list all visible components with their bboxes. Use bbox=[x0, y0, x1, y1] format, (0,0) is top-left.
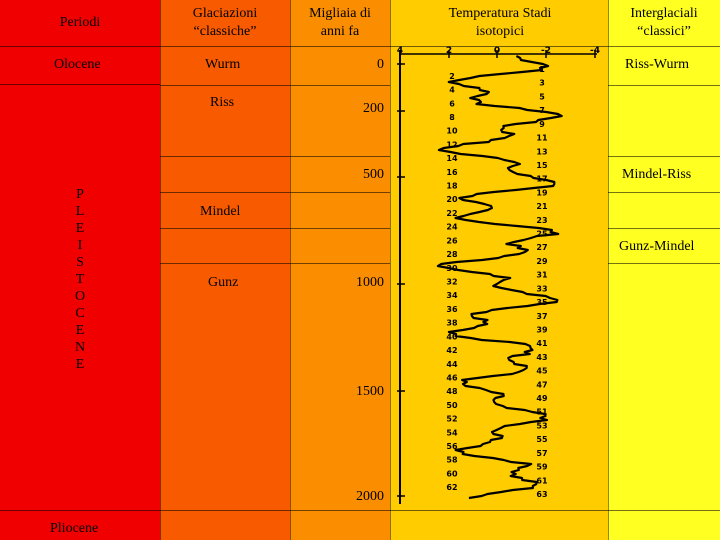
row-divider bbox=[608, 156, 720, 157]
isotope-stage-label: 46 bbox=[446, 373, 458, 383]
isotope-stage-label: 15 bbox=[536, 161, 548, 170]
isotope-stage-label: 19 bbox=[536, 188, 548, 198]
isotope-stage-label: 1 bbox=[539, 65, 545, 74]
glaciation-riss: Riss bbox=[210, 95, 235, 110]
glaciazioni-column bbox=[160, 0, 290, 540]
row-divider bbox=[0, 84, 160, 85]
isotope-stage-label: 35 bbox=[536, 298, 548, 308]
isotope-stage-label: 11 bbox=[536, 133, 548, 143]
isotope-stage-label: 31 bbox=[536, 270, 548, 280]
isotope-stage-label: 49 bbox=[536, 394, 548, 403]
isotope-stage-label: 39 bbox=[536, 325, 548, 335]
isotope-stage-label: 12 bbox=[446, 140, 458, 150]
isotope-stage-label: 23 bbox=[536, 215, 548, 225]
isotope-stage-label: 51 bbox=[536, 407, 548, 417]
isotope-stage-label: 45 bbox=[536, 366, 548, 376]
row-divider bbox=[608, 228, 720, 229]
pleistocene-letter: L bbox=[75, 204, 85, 219]
isotope-stage-label: 5 bbox=[539, 92, 545, 102]
curve-tick-label: -4 bbox=[590, 46, 600, 56]
isotope-stage-label: 57 bbox=[536, 448, 548, 458]
curve-tick-label: 2 bbox=[445, 46, 453, 56]
period-pliocene: Pliocene bbox=[50, 521, 99, 536]
isotope-stage-label: 55 bbox=[536, 435, 548, 445]
isotope-stage-label: 29 bbox=[536, 256, 548, 266]
row-divider bbox=[160, 156, 390, 157]
isotope-stage-label: 47 bbox=[536, 380, 548, 390]
isotope-stage-label: 7 bbox=[539, 106, 545, 116]
interglaciali-column bbox=[608, 0, 720, 540]
isotope-stage-label: 22 bbox=[446, 209, 458, 218]
isotope-stage-label: 27 bbox=[536, 243, 548, 253]
header-periodi: Periodi bbox=[59, 15, 101, 30]
isotope-stage-label: 53 bbox=[536, 421, 548, 431]
isotope-stage-label: 41 bbox=[536, 339, 548, 349]
isotope-stage-label: 6 bbox=[449, 99, 455, 109]
migliaia-column bbox=[290, 0, 390, 540]
isotope-stage-label: 62 bbox=[446, 483, 458, 493]
row-divider bbox=[160, 85, 390, 86]
glaciation-gunz: Gunz bbox=[208, 275, 239, 290]
pleistocene-letter: T bbox=[75, 272, 85, 287]
isotope-stage-label: 48 bbox=[446, 387, 458, 397]
row-divider bbox=[160, 192, 390, 193]
interglacial-riss-wurm: Riss-Wurm bbox=[625, 57, 689, 72]
isotope-stage-label: 63 bbox=[536, 490, 548, 499]
interglacial-mindel-riss: Mindel-Riss bbox=[622, 167, 692, 182]
isotope-stage-label: 18 bbox=[446, 181, 458, 191]
isotope-stage-label: 36 bbox=[446, 304, 458, 314]
isotope-stage-label: 34 bbox=[446, 291, 458, 301]
age-label: 200 bbox=[363, 101, 384, 116]
isotope-stage-label: 14 bbox=[446, 154, 458, 164]
row-divider bbox=[160, 510, 720, 511]
isotope-stage-label: 2 bbox=[449, 71, 455, 81]
pleistocene-letter: N bbox=[74, 340, 86, 355]
isotope-stage-label: 37 bbox=[536, 311, 548, 321]
interglacial-gunz-mindel: Gunz-Mindel bbox=[619, 239, 695, 254]
row-divider bbox=[160, 228, 390, 229]
isotope-temperature-curve bbox=[397, 44, 607, 506]
curve-tick-label: 4 bbox=[397, 46, 404, 56]
row-divider bbox=[608, 85, 720, 86]
isotope-stage-label: 8 bbox=[449, 113, 455, 122]
curve-tick-label: -2 bbox=[541, 46, 551, 56]
column-divider bbox=[160, 0, 161, 540]
pleistocene-letter: E bbox=[75, 357, 85, 372]
isotope-stage-label: 43 bbox=[536, 352, 548, 362]
isotope-stage-label: 50 bbox=[446, 400, 458, 410]
period-pleistocene bbox=[70, 186, 90, 373]
header-interglaciali: Interglaciali “classici” bbox=[630, 6, 698, 39]
age-label: 1500 bbox=[356, 384, 384, 399]
isotope-stage-label: 21 bbox=[536, 202, 548, 212]
row-divider bbox=[160, 263, 390, 264]
isotope-stage-label: 24 bbox=[446, 222, 458, 232]
isotope-stage-label: 10 bbox=[446, 126, 458, 136]
isotope-stage-label: 42 bbox=[446, 346, 458, 355]
header-divider bbox=[0, 46, 720, 47]
isotope-stage-label: 25 bbox=[536, 229, 548, 239]
isotope-stage-label: 59 bbox=[536, 462, 548, 472]
row-divider bbox=[608, 192, 720, 193]
row-divider bbox=[0, 510, 160, 511]
isotope-stage-label: 28 bbox=[446, 250, 458, 260]
pleistocene-letter: E bbox=[75, 323, 85, 338]
age-label: 500 bbox=[363, 167, 384, 182]
period-olocene: Olocene bbox=[54, 57, 101, 72]
header-migliaia: Migliaia di anni fa bbox=[309, 6, 371, 39]
isotope-stage-label: 26 bbox=[446, 236, 458, 246]
isotope-stage-label: 61 bbox=[536, 476, 548, 486]
isotope-stage-label: 30 bbox=[446, 263, 458, 273]
isotope-stage-label: 20 bbox=[446, 195, 458, 205]
pleistocene-letter: O bbox=[74, 289, 86, 304]
isotope-stage-label: 40 bbox=[446, 332, 458, 342]
column-divider bbox=[290, 0, 291, 540]
age-label: 1000 bbox=[356, 275, 384, 290]
row-divider bbox=[608, 263, 720, 264]
isotope-stage-label: 16 bbox=[446, 167, 458, 177]
isotope-stage-label: 38 bbox=[446, 318, 458, 328]
isotope-stage-label: 60 bbox=[446, 469, 458, 479]
isotope-stage-label: 17 bbox=[536, 174, 548, 184]
isotope-stage-label: 13 bbox=[536, 147, 548, 157]
isotope-stage-label: 52 bbox=[446, 414, 458, 424]
isotope-stage-label: 44 bbox=[446, 359, 458, 369]
curve-tick-label: 0 bbox=[493, 46, 501, 56]
isotope-stage-label: 3 bbox=[539, 78, 545, 88]
column-divider bbox=[608, 0, 609, 540]
pleistocene-letter: E bbox=[75, 221, 85, 236]
glaciation-mindel: Mindel bbox=[200, 204, 241, 219]
pleistocene-letter: I bbox=[77, 238, 83, 253]
pleistocene-letter: P bbox=[76, 187, 84, 202]
isotope-stage-label: 54 bbox=[446, 428, 458, 438]
isotope-stage-label: 9 bbox=[539, 119, 545, 129]
age-label: 0 bbox=[377, 57, 384, 72]
isotope-stage-label: 58 bbox=[446, 455, 458, 465]
isotope-stage-label: 32 bbox=[446, 277, 458, 287]
pleistocene-letter: S bbox=[76, 255, 84, 270]
isotope-stage-label: 56 bbox=[446, 442, 458, 451]
header-glaciazioni: Glaciazioni “classiche” bbox=[192, 6, 258, 39]
column-divider bbox=[390, 0, 391, 540]
isotope-stage-label: 4 bbox=[449, 85, 455, 95]
glaciation-wurm: Wurm bbox=[205, 57, 241, 72]
pleistocene-letter: C bbox=[75, 306, 85, 321]
age-label: 2000 bbox=[356, 489, 384, 504]
isotope-stage-label: 33 bbox=[536, 284, 548, 294]
header-temperatura: Temperatura Stadi isotopici bbox=[448, 6, 552, 39]
